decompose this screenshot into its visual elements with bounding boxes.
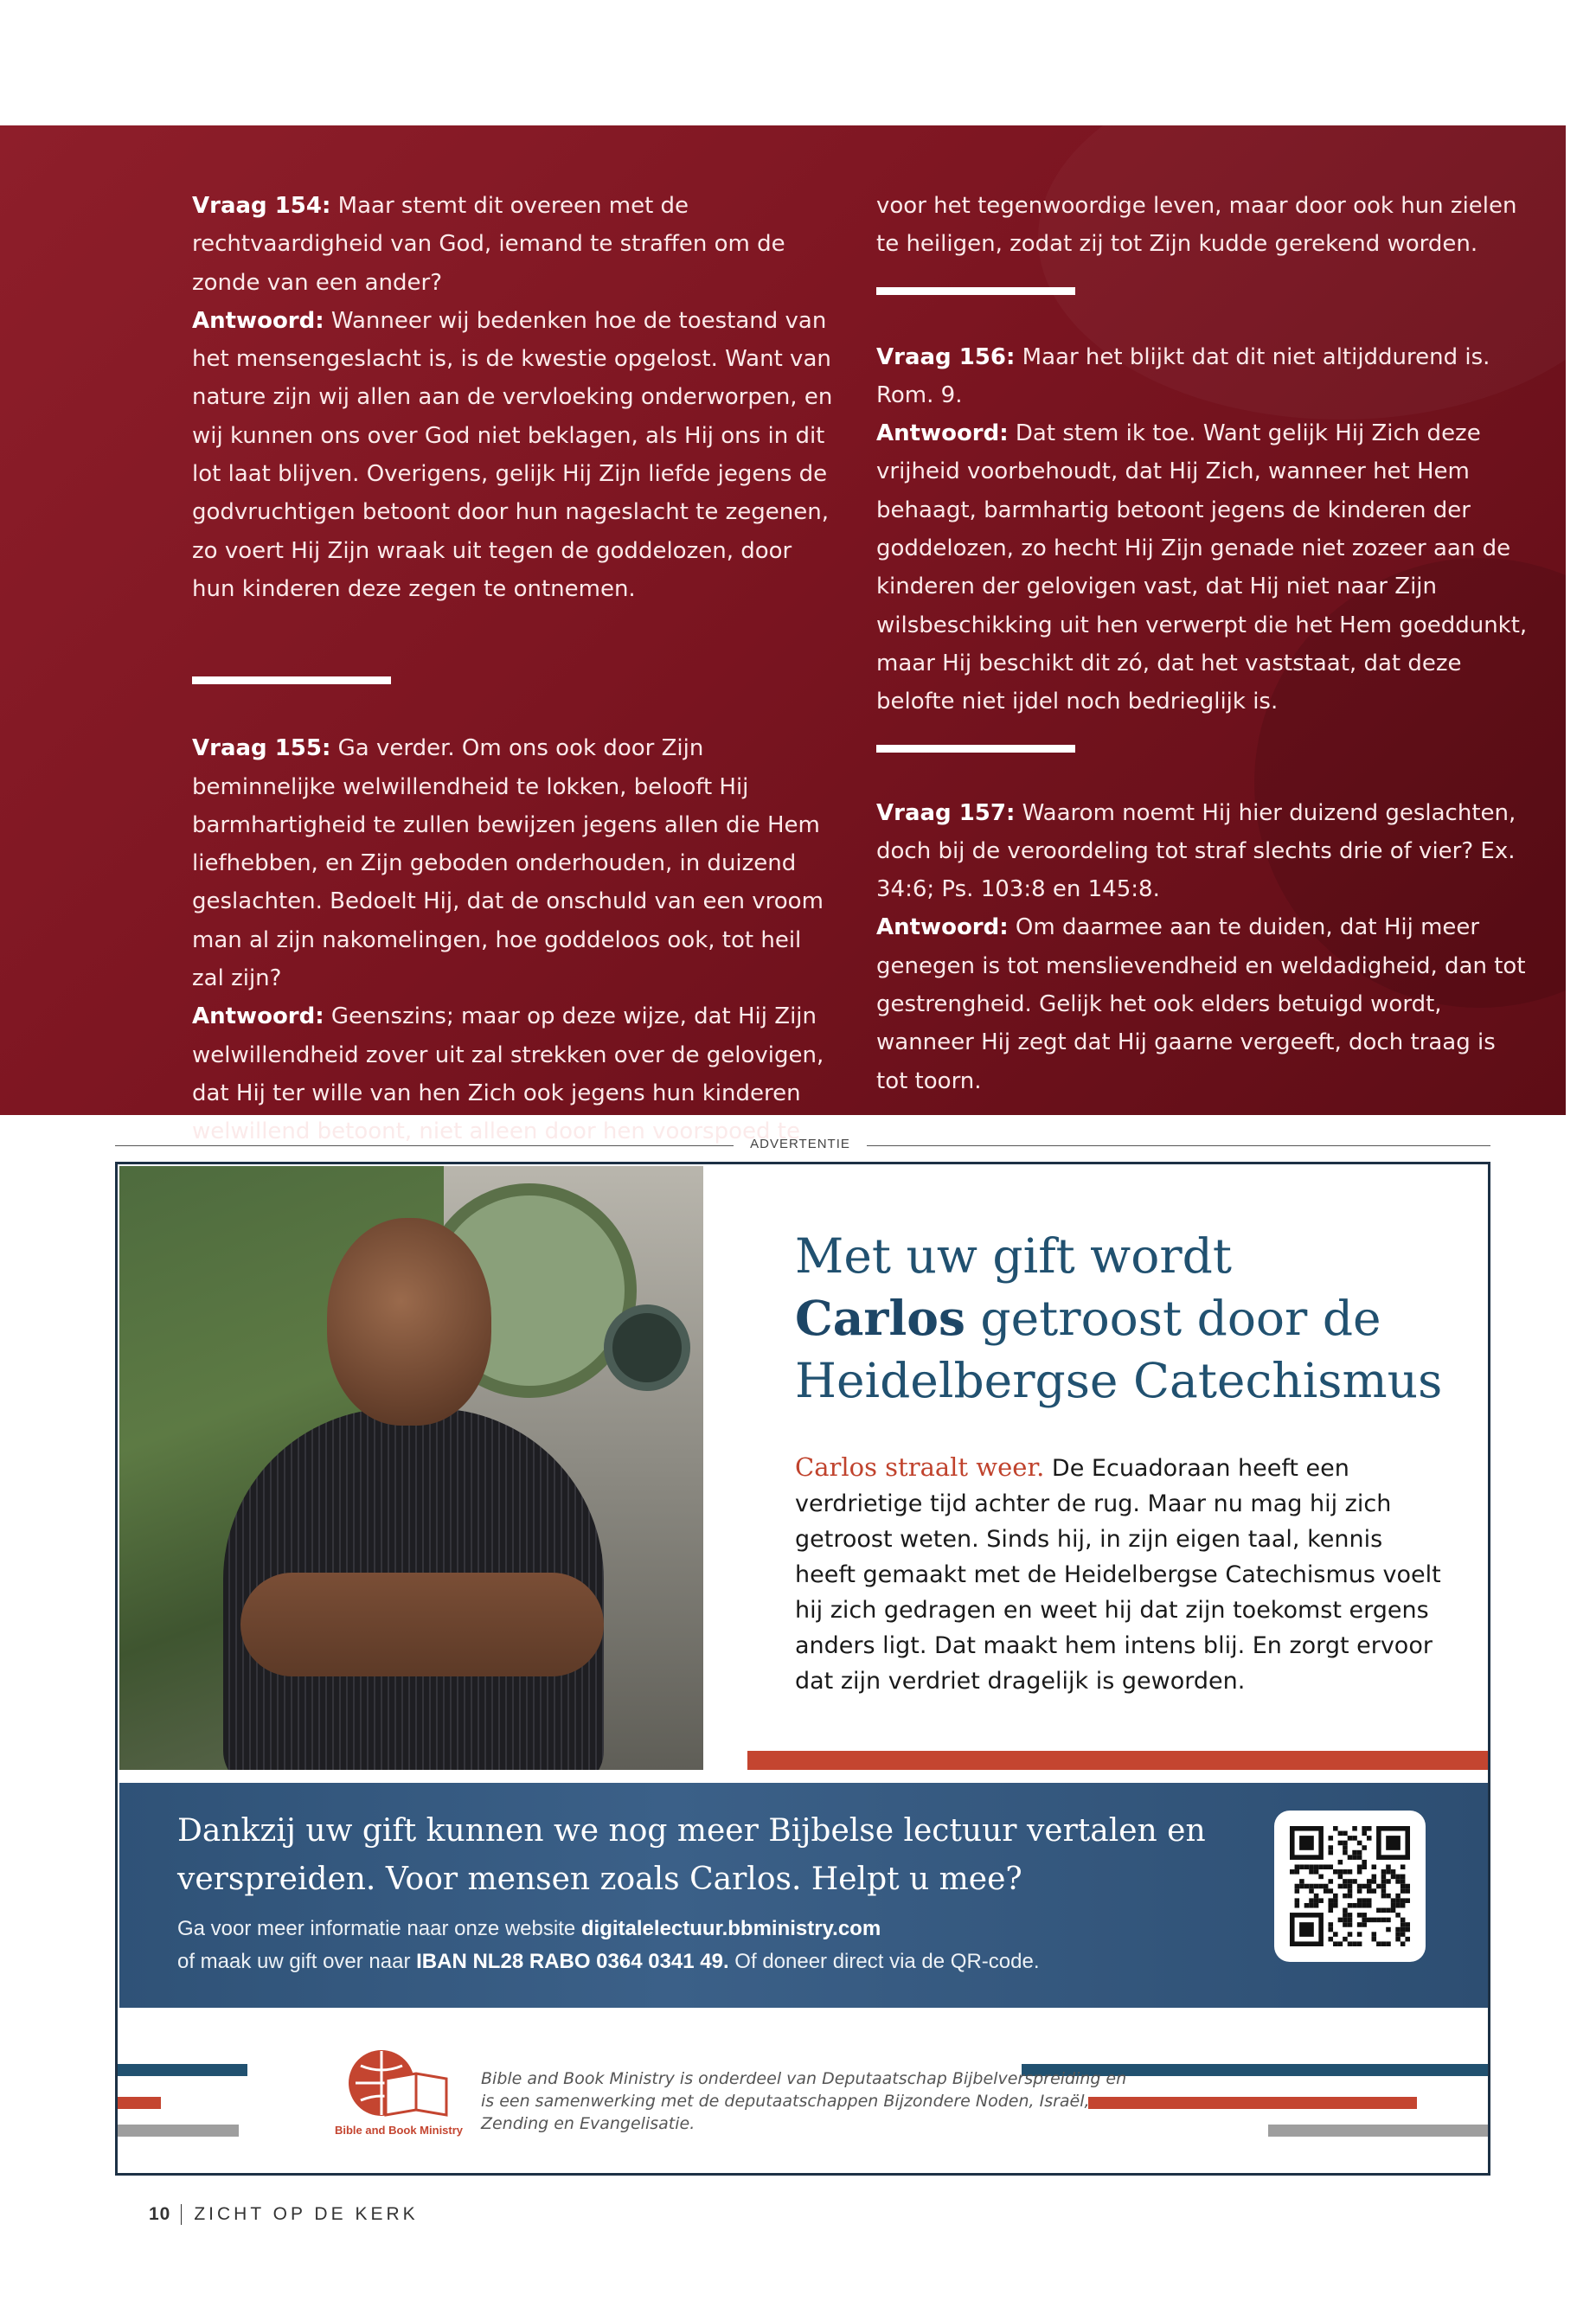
band-heading: Dankzij uw gift kunnen we nog meer Bijbelse lectuur vertalen en verspreiden. Voor mensen zoals Carlos. Helpt u mee? bbox=[177, 1813, 1206, 1897]
advert-title: Met uw gift wordt Carlos getroost door de Heidelbergse Catechismus bbox=[795, 1228, 1443, 1408]
call-to-action-band bbox=[119, 1783, 1490, 2008]
qr-code[interactable] bbox=[1274, 1811, 1426, 1962]
advert-box bbox=[115, 1162, 1490, 2176]
decor-stripe bbox=[118, 2064, 247, 2076]
band-text: Ga voor meer informatie naar onze website digitalelectuur.bbministry.com of maak uw gift over naar IBAN NL28 RABO 0364 0341 49. Of doneer direct via de QR-code. bbox=[177, 1917, 1040, 1973]
question-155: Vraag 155: Ga verder. Om ons ook door Zijn beminnelijke welwillendheid te lokken, belooft Hij barmhartigheid te zullen bewijzen jegens allen die Hem liefhebben, en Zijn geboden onderhouden, in duizend geslachten. Bedoelt Hij, dat de onschuld van een vroom man al zijn nakomelingen, hoe goddeloos ook, tot heil zal zijn? bbox=[192, 735, 824, 992]
answer-157: Antwoord: Om daarmee aan te duiden, dat Hij meer genegen is tot menslievendheid en weldadigheid, dan tot gestrengheid. Gelijk het ook elders betuigd wordt, wanneer Hij zegt dat Hij gaarne vergeeft, doch traag is tot toorn. bbox=[876, 914, 1526, 1094]
page-footer bbox=[149, 2204, 419, 2225]
separator-rule bbox=[876, 745, 1075, 753]
carlos-photo bbox=[119, 1166, 703, 1770]
question-156: Vraag 156: Maar het blijkt dat dit niet altijddurend is. Rom. 9. bbox=[876, 343, 1490, 408]
iban-number: IBAN NL28 RABO 0364 0341 49. bbox=[416, 1950, 729, 1973]
qr-code-icon bbox=[1290, 1826, 1410, 1946]
page-number: 10 bbox=[149, 2204, 171, 2224]
website-link[interactable]: digitalelectuur.bbministry.com bbox=[580, 1917, 881, 1940]
column-left bbox=[192, 187, 836, 1189]
advert-lead: Carlos straalt weer. bbox=[795, 1452, 1045, 1482]
question-154: Vraag 154: Maar stemt dit overeen met de rechtvaardigheid van God, iemand te straffen om de zonde van een ander? bbox=[192, 193, 785, 296]
separator-rule bbox=[192, 676, 391, 684]
question-157: Vraag 157: Waarom noemt Hij hier duizend geslachten, doch bij de veroordeling tot straf slechts drie of vier? Ex. 34:6; Ps. 103:8 en 145:8. bbox=[876, 799, 1516, 903]
decor-stripe bbox=[1268, 2125, 1489, 2137]
answer-155-continued: voor het tegenwoordige leven, maar door ook hun zielen te heiligen, zodat zij tot Zijn kudde gerekend worden. bbox=[876, 193, 1517, 258]
bbm-logo: Bible and Book Ministry bbox=[304, 2044, 494, 2148]
answer-156: Antwoord: Dat stem ik toe. Want gelijk Hij Zich deze vrijheid voorbehoudt, dat Hij Zich, wanneer het Hem behaagt, barmhartig betoont jegens de kinderen der goddelozen, zo hecht Hij Zijn genade niet zozeer aan de kinderen der gelovigen vast, dat Hij niet naar Zijn wilsbeschikking uit hen verwerpt die het Hem goeddunkt, maar Hij beschikt dit zó, dat het vaststaat, dat deze belofte niet ijdel noch bedrieglijk is. bbox=[876, 420, 1528, 715]
decor-stripe bbox=[118, 2097, 161, 2109]
answer-154: Antwoord: Wanneer wij bedenken hoe de toestand van het mensengeslacht is, is de kwestie opgelost. Want van nature zijn wij allen aan de vervloeking onderworpen, en wij kunnen ons over God niet beklagen, als Hij ons in dit lot laat blijven. Overigens, gelijk Hij Zijn liefde jegens de godvruchtigen betoont door hun nageslacht te zegenen, zo voert Hij Zijn wraak uit tegen de goddelozen, door hun kinderen deze zegen te ontnemen. bbox=[192, 307, 833, 602]
accent-bar bbox=[747, 1751, 1490, 1770]
answer-155: Antwoord: Geenszins; maar op deze wijze, dat Hij Zijn welwillendheid zover uit zal strekken over de gelovigen, dat Hij ter wille van hen Zich ook jegens hun kinderen welwillend betoont, niet alleen door hen voorspoed te bbox=[192, 1003, 824, 1145]
publication-name: ZICHT OP DE KERK bbox=[194, 2204, 419, 2224]
advert-label: ADVERTENTIE bbox=[750, 1137, 850, 1151]
separator-rule bbox=[876, 287, 1075, 295]
advert-rule-right bbox=[867, 1145, 1490, 1146]
column-right bbox=[876, 187, 1534, 1100]
advert-body: Carlos straalt weer. De Ecuadoraan heeft een verdrietige tijd achter de rug. Maar nu mag hij zich getroost weten. Sinds hij, in zijn eigen taal, kennis heeft gemaakt met de Heidelbergse Catechismus voelt hij zich gedragen en weet hij dat zijn toekomst ergens anders ligt. Dat maakt hem intens blij. En zorgt ervoor dat zijn verdriet dragelijk is geworden. bbox=[795, 1452, 1441, 1695]
ministry-note: Bible and Book Ministry is onderdeel van Deputaatschap Bijbelverspreiding en is een samenwerking met de deputaatschappen Bijzondere Noden, Israël, Zending en Evangelisatie. bbox=[481, 2069, 1127, 2133]
advert-rule-left bbox=[115, 1145, 734, 1146]
globe-book-icon bbox=[304, 2044, 494, 2124]
decor-stripe bbox=[118, 2125, 239, 2137]
